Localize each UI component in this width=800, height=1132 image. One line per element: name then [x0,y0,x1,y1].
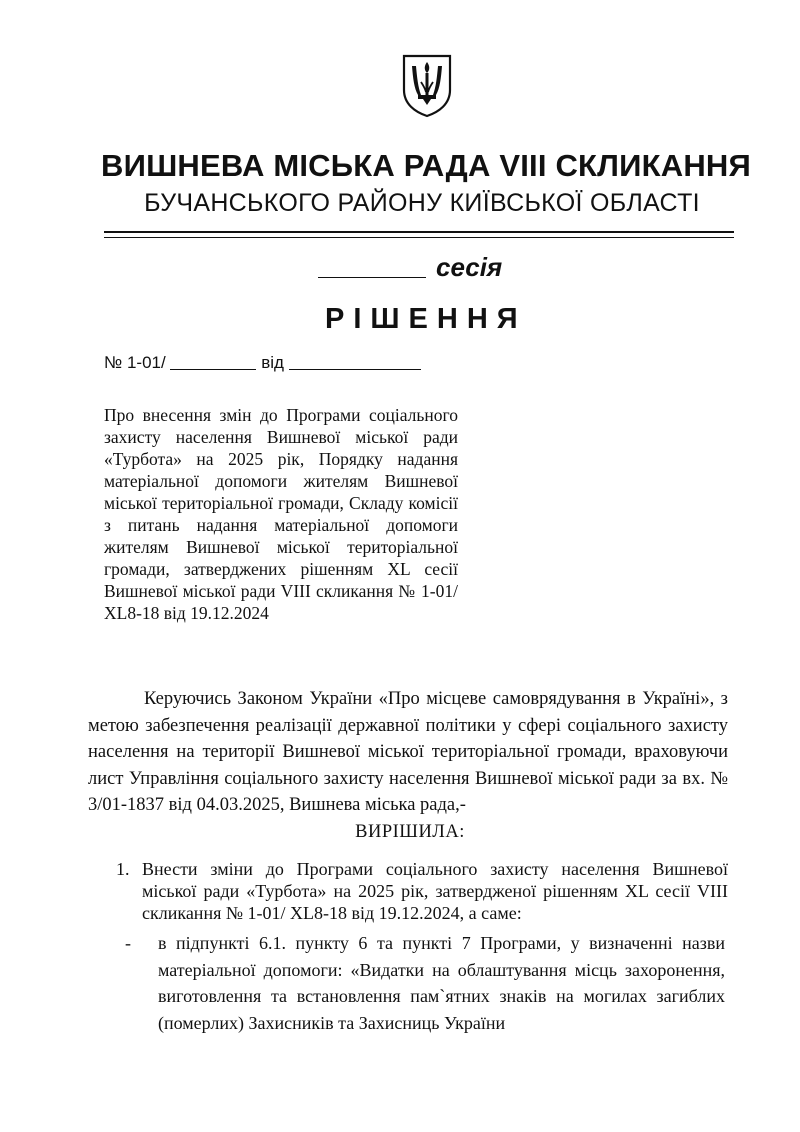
preamble-text: Керуючись Законом України «Про місцеве самоврядування в Україні», з метою забезпечення реалізації державної політики у сфері соціального захисту населення на території Вишневої міської територіальної громади, враховуючи лист Управління соціального захисту населення Вишневої міської ради за вх. № 3/01-1837 від 04.03.2025, Вишнева міська рада,- [88,689,728,815]
council-title: ВИШНЕВА МІСЬКА РАДА VIII СКЛИКАННЯ [101,148,751,183]
header-rule-thick [104,231,734,233]
preamble-paragraph [88,686,728,819]
decided-heading: ВИРІШИЛА: [355,822,465,842]
list-item [116,858,728,924]
number-date-line [104,353,421,373]
item-number: 1. [116,859,130,879]
item-text: Внести зміни до Програми соціального захисту населення Вишневої міської ради «Турбота» на 2025 рік, затвердженої рішенням XL сесії VIII скликання № 1-01/ XL8-18 від 19.12.2024, а саме: [142,859,728,923]
number-prefix: № 1-01/ [104,353,166,372]
header-rule-thin [104,237,734,238]
document-type-title: РІШЕННЯ [325,303,527,335]
sub-list-item [125,930,725,1036]
district-line: БУЧАНСЬКОГО РАЙОНУ КИЇВСЬКОЇ ОБЛАСТІ [144,189,700,217]
dash-mark: - [125,933,131,953]
date-blank [289,355,421,370]
session-number-blank [318,257,426,278]
session-line [318,252,502,283]
number-blank [170,355,256,370]
session-label: сесія [436,252,503,282]
ukraine-trident-icon [399,52,455,118]
sub-item-text: в підпункті 6.1. пункту 6 та пункті 7 Програми, у визначенні назви матеріальної допомоги: «Видатки на облаштування місць захоронення, виготовлення та встановлення пам`ятних знаків на могилах загиблих (померлих) Захисників та Захисниць України [158,933,725,1033]
decision-subject: Про внесення змін до Програми соціального захисту населення Вишневої міської ради «Турбота» на 2025 рік, Порядку надання матеріальної допомоги жителям Вишневої міської територіальної громади, Складу комісії з питань надання матеріальної допомоги жителям Вишневої міської територіальної громади, затверджених рішенням XL сесії Вишневої міської ради VIII скликання № 1-01/ XL8-18 від 19.12.2024 [104,405,458,623]
date-prefix: від [261,353,284,372]
